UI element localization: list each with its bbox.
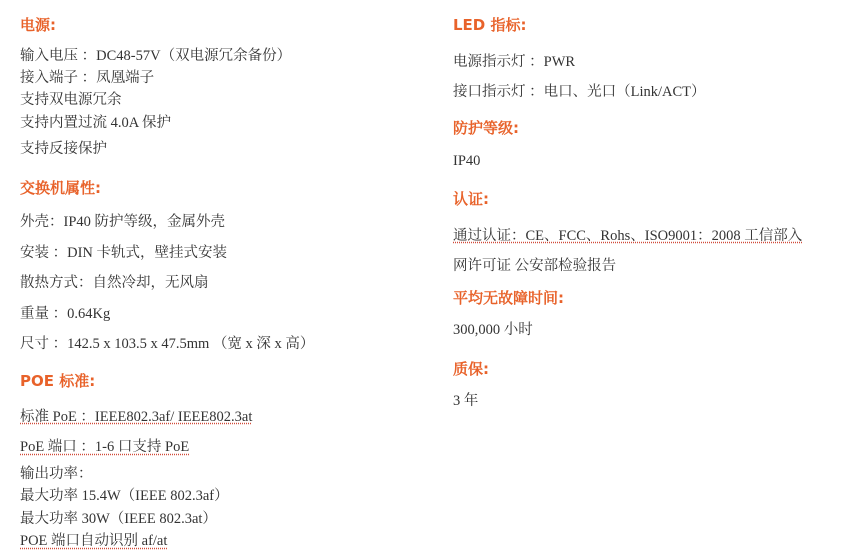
section-poe-standard bbox=[20, 370, 440, 553]
spec-line: 外壳：IP40 防护等级，金属外壳 bbox=[20, 214, 226, 231]
spec-line: POE 端口自动识别 af/at bbox=[20, 533, 168, 550]
spec-line: 标准 PoE ：IEEE802.3af/ IEEE802.3at bbox=[20, 409, 253, 426]
section-protection-level bbox=[453, 117, 843, 172]
spec-line: 接口指示灯 ：电口、光口（Link/ACT） bbox=[453, 83, 706, 100]
spec-line: 重量 ：0.64Kg bbox=[20, 305, 111, 322]
spec-line: 3 年 bbox=[453, 393, 479, 410]
spec-line: 通过认证：CE、FCC、Rohs、ISO9001：2008 工信部入 bbox=[453, 227, 803, 244]
section-title-warranty: 质保: bbox=[453, 359, 489, 378]
spec-line: 散热方式：自然冷却，无风扇 bbox=[20, 275, 209, 292]
spec-line: 安装 ：DIN 卡轨式，壁挂式安装 bbox=[20, 244, 228, 261]
spec-line: 支持内置过流 4.0A 保护 bbox=[20, 114, 172, 131]
section-title-switch-attributes: 交换机属性: bbox=[20, 178, 101, 197]
spec-line: 电源指示灯 ：PWR bbox=[453, 53, 576, 70]
section-power bbox=[20, 14, 440, 161]
section-title-mtbf: 平均无故障时间: bbox=[453, 288, 564, 307]
right-column bbox=[453, 0, 843, 413]
left-column bbox=[20, 0, 440, 553]
spec-line: 最大功率 15.4W（IEEE 802.3af） bbox=[20, 488, 229, 505]
spec-line: 最大功率 30W（IEEE 802.3at） bbox=[20, 510, 217, 527]
section-certification bbox=[453, 188, 843, 281]
section-warranty bbox=[453, 358, 843, 413]
section-switch-attributes bbox=[20, 177, 440, 360]
section-mtbf bbox=[453, 287, 843, 342]
spec-line: PoE 端口 ：1-6 口支持 PoE bbox=[20, 439, 190, 456]
section-title-power: 电源: bbox=[20, 16, 56, 34]
section-title-led-indicator: LED 指标: bbox=[453, 16, 527, 34]
section-led-indicator bbox=[453, 14, 843, 107]
spec-line: 支持反接保护 bbox=[20, 141, 107, 158]
spec-line: 支持双电源冗余 bbox=[20, 92, 122, 109]
spec-line: 输出功率： bbox=[20, 465, 93, 482]
spec-line: 尺寸 ：142.5 x 103.5 x 47.5mm （宽 x 深 x 高） bbox=[20, 336, 315, 353]
spec-line: 接入端子 ：凤凰端子 bbox=[20, 69, 155, 86]
spec-line: IP40 bbox=[453, 152, 481, 169]
section-title-certification: 认证: bbox=[453, 190, 489, 209]
spec-line: 网许可证 公安部检验报告 bbox=[453, 258, 617, 275]
spec-line: 300,000 小时 bbox=[453, 322, 533, 339]
spec-line: 输入电压 ：DC48-57V（双电源冗余备份） bbox=[20, 47, 292, 64]
section-title-protection-level: 防护等级: bbox=[453, 119, 519, 138]
section-title-poe-standard: POE 标准: bbox=[20, 371, 96, 390]
